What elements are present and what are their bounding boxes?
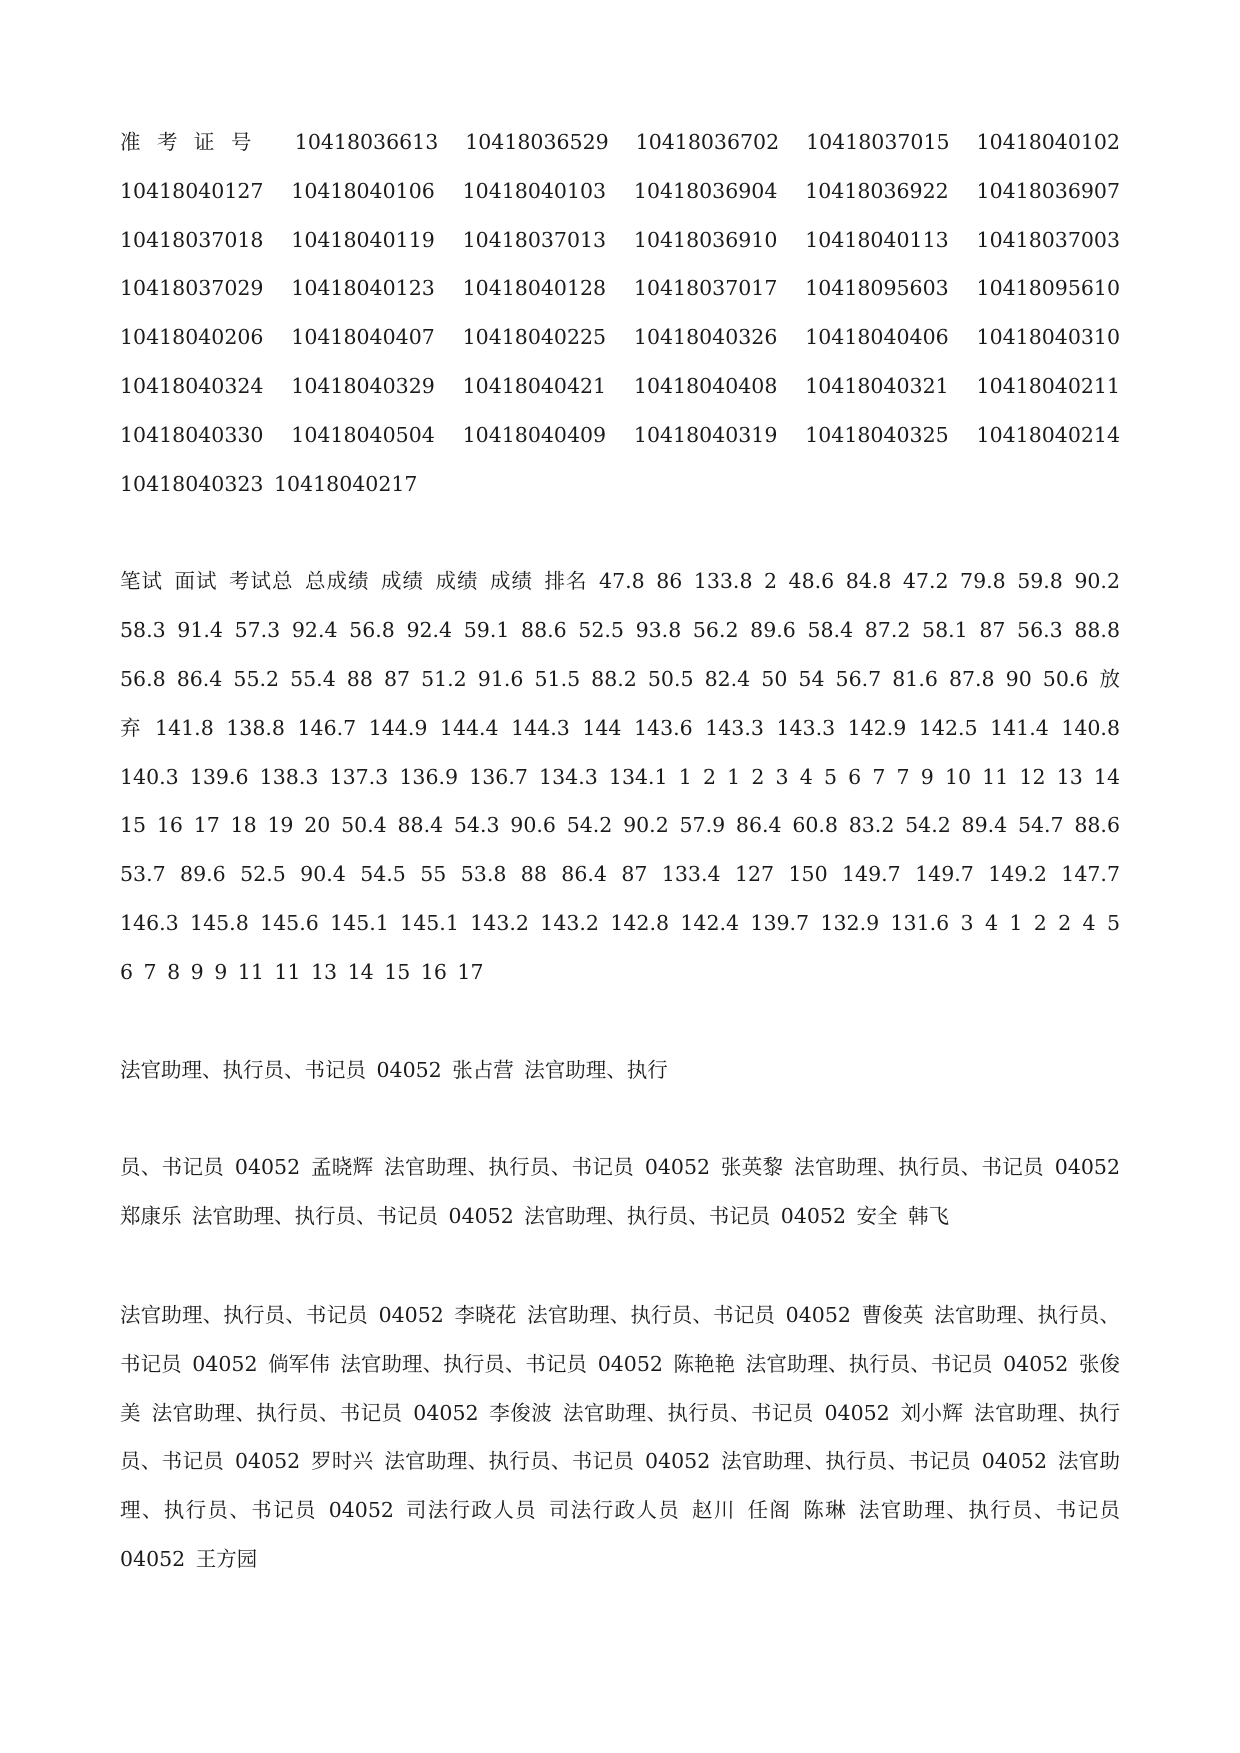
position-list-paragraph-3: 法官助理、执行员、书记员 04052 李晓花 法官助理、执行员、书记员 04052 曹俊英 法官助理、执行员、书记员 04052 倘军伟 法官助理、执行员、书记员 04052 陈艳艳 法官助理、执行员、书记员 04052 张俊美 法官助理、执行员、书记员 04052 李俊波 法官助理、执行员、书记员 04052 刘小辉 法官助理、执行员、书记员 04052 罗时兴 法官助理、执行员、书记员 04052 法官助理、执行员、书记员 04052 法官助理、执行员、书记员 04052 司法行政人员 司法行政人员 赵川 任阁 陈琳 法官助理、执行员、书记员 04052 王方园 [120, 1302, 1120, 1571]
document-page [120, 118, 1120, 1584]
exam-ticket-numbers-paragraph: 准考证号 10418036613 10418036529 10418036702 10418037015 10418040102 10418040127 10418040106 10418040103 10418036904 10418036922 10418036907 10418037018 10418040119 10418037013 10418036910 10418040113 10418037003 10418037029 10418040123 10418040128 10418037017 10418095603 10418095610 10418040206 10418040407 10418040225 10418040326 10418040406 10418040310 10418040324 10418040329 10418040421 10418040408 10418040321 10418040211 10418040330 10418040504 10418040409 10418040319 10418040325 10418040214 10418040323 10418040217 [120, 130, 1120, 496]
position-list-paragraph-2: 员、书记员 04052 孟晓辉 法官助理、执行员、书记员 04052 张英黎 法官助理、执行员、书记员 04052 郑康乐 法官助理、执行员、书记员 04052 法官助理、执行员、书记员 04052 安全 韩飞 [120, 1155, 1120, 1229]
position-list-paragraph-1: 法官助理、执行员、书记员 04052 张占营 法官助理、执行 [120, 1057, 668, 1082]
scores-paragraph: 笔试 面试 考试总 总成绩 成绩 成绩 成绩 排名 47.8 86 133.8 2 48.6 84.8 47.2 79.8 59.8 90.2 58.3 91.4 57.3 92.4 56.8 92.4 59.1 88.6 52.5 93.8 56.2 89.6 58.4 87.2 58.1 87 56.3 88.8 56.8 86.4 55.2 55.4 88 87 51.2 91.6 51.5 88.2 50.5 82.4 50 54 56.7 81.6 87.8 90 50.6 放弃 141.8 138.8 146.7 144.9 144.4 144.3 144 143.6 143.3 143.3 142.9 142.5 141.4 140.8 140.3 139.6 138.3 137.3 136.9 136.7 134.3 134.1 1 2 1 2 3 4 5 6 7 7 9 10 11 12 13 14 15 16 17 18 19 20 50.4 88.4 54.3 90.6 54.2 90.2 57.9 86.4 60.8 83.2 54.2 89.4 54.7 88.6 53.7 89.6 52.5 90.4 54.5 55 53.8 88 86.4 87 133.4 127 150 149.7 149.7 149.2 147.7 146.3 145.8 145.6 145.1 145.1 143.2 143.2 142.8 142.4 139.7 132.9 131.6 3 4 1 2 2 4 5 6 7 8 9 9 11 11 13 14 15 16 17 [120, 569, 1120, 984]
